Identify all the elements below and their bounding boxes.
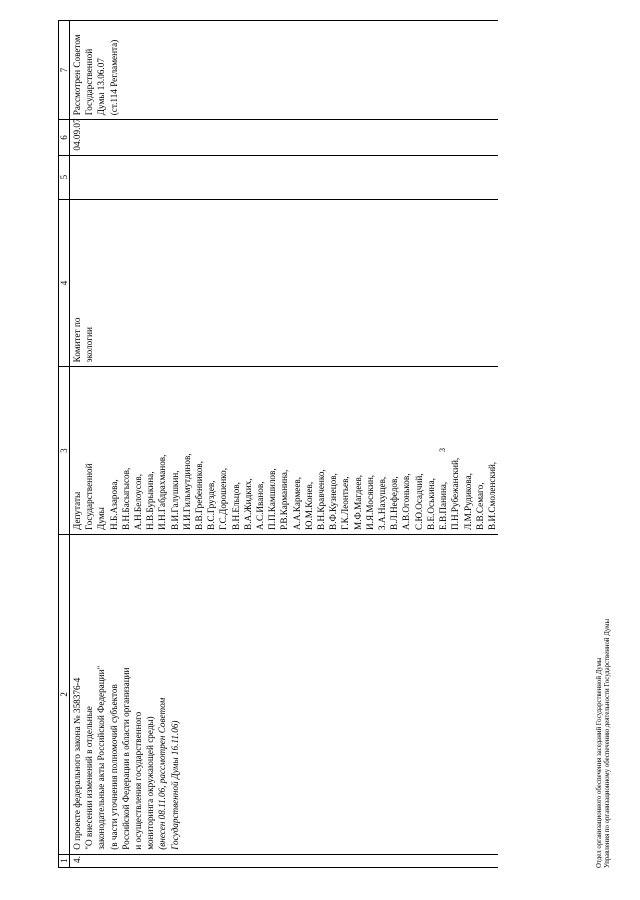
author-line: С.Ю.Осадчий, <box>413 473 424 530</box>
author-line: А.В.Огоньков, <box>401 473 412 530</box>
status-cell <box>70 21 499 120</box>
header-cell: 2 <box>59 534 70 854</box>
author-line: Е.В.Панина, <box>438 481 449 530</box>
author-line: М.Ф.Магдеев, <box>352 474 363 530</box>
header-cell: 7 <box>59 21 70 120</box>
author-line: А.С.Иванов, <box>255 481 266 530</box>
author-line: В.Ф.Кузнецов, <box>328 473 339 530</box>
author-line: Думы <box>96 507 107 530</box>
bill-title-line: О проекте федерального закона № 358376-4 <box>72 677 82 850</box>
committee-line: Комитет по <box>72 317 82 363</box>
author-line: В.Л.Нефедов, <box>389 476 400 530</box>
author-line: В.Н.Кравченко, <box>316 469 327 530</box>
author-line: В.И.Смоленский, <box>486 461 497 530</box>
author-line: Г.С.Дорошенко, <box>218 467 229 530</box>
author-line: В.Н.Басыгысов, <box>120 467 131 530</box>
footer-line: Управления по организационному обеспечению деятельности Государственной Думы <box>604 618 611 868</box>
author-line: Ю.М.Конев, <box>303 481 314 530</box>
status-line: Рассмотрен Советом <box>72 34 82 116</box>
author-line: А.Н.Белоусов, <box>133 473 144 530</box>
header-cell: 3 <box>59 367 70 535</box>
authors-cell <box>70 367 499 535</box>
table-row <box>70 21 499 868</box>
author-line: Р.В.Карманина, <box>279 469 290 530</box>
status-line: Думы 13.06.07 <box>96 58 107 116</box>
author-line: И.И.Гильмутдинов, <box>181 453 192 530</box>
committee-line: экологии <box>84 327 95 363</box>
author-line: В.А.Жидких, <box>242 478 253 530</box>
bills-table <box>58 20 498 868</box>
bill-title-cell <box>70 534 499 854</box>
author-line: Г.К.Леонтьев, <box>340 476 351 530</box>
bill-title-line: законодательные акты Российской Федерации" <box>96 665 107 850</box>
author-line: П.Н.Рубежанский, <box>450 457 461 530</box>
author-line: Н.В.Бурыкина, <box>145 471 156 530</box>
author-line: П.П.Камшилов, <box>267 468 278 530</box>
bill-note-line: (внесен 08.11.06, рассмотрен Советом <box>157 697 168 850</box>
author-line: В.Е.Оськина, <box>425 478 436 530</box>
footer <box>596 619 612 868</box>
author-line: Государственной <box>84 463 95 530</box>
author-line: В.И.Галушкин, <box>169 470 180 530</box>
author-line: В.С.Груздев, <box>206 480 217 530</box>
author-line: Н.Б.Азарова, <box>108 479 119 530</box>
header-cell: 4 <box>59 199 70 367</box>
bill-title-line: (в части уточнения полномочий субъектов <box>108 684 119 850</box>
author-line: И.Я.Мосякин, <box>364 474 375 530</box>
header-cell: 5 <box>59 155 70 199</box>
author-line: А.А.Кармеев, <box>291 476 302 530</box>
header-row <box>59 21 70 868</box>
bill-note-line: Государственной Думы 16.11.06) <box>169 720 180 850</box>
author-line: И.Н.Габдрахманов, <box>157 454 168 530</box>
date-cell: 04.09.07 <box>70 120 499 155</box>
bill-title-line: Российской Федерации в области организации <box>120 667 131 850</box>
page-number: 3 <box>438 448 447 452</box>
committee-cell <box>70 199 499 367</box>
bill-title-line: "О внесении изменений в отдельные <box>84 706 95 850</box>
bill-title-line: мониторинга окружающей среды) <box>145 716 156 850</box>
header-cell: 1 <box>59 854 70 867</box>
bill-title-line: и осуществления государственного <box>133 711 144 850</box>
author-line: Депутаты <box>72 491 82 530</box>
col5-cell <box>70 155 499 199</box>
status-line: Государственной <box>84 48 95 116</box>
author-line: Л.М.Рудикова, <box>462 473 473 530</box>
header-cell: 6 <box>59 120 70 155</box>
author-line: З.А.Нахущев, <box>377 476 388 530</box>
footer-line: Отдел организационного обеспечения заседаний Государственной Думы <box>596 657 603 868</box>
author-line: В.Н.Ельцов, <box>230 482 241 530</box>
author-line: В.В.Семаго, <box>474 482 485 530</box>
author-line: В.В.Гребенников, <box>194 461 205 530</box>
row-number: 4. <box>70 854 499 867</box>
status-line: (ст.114 Регламента) <box>108 39 119 116</box>
